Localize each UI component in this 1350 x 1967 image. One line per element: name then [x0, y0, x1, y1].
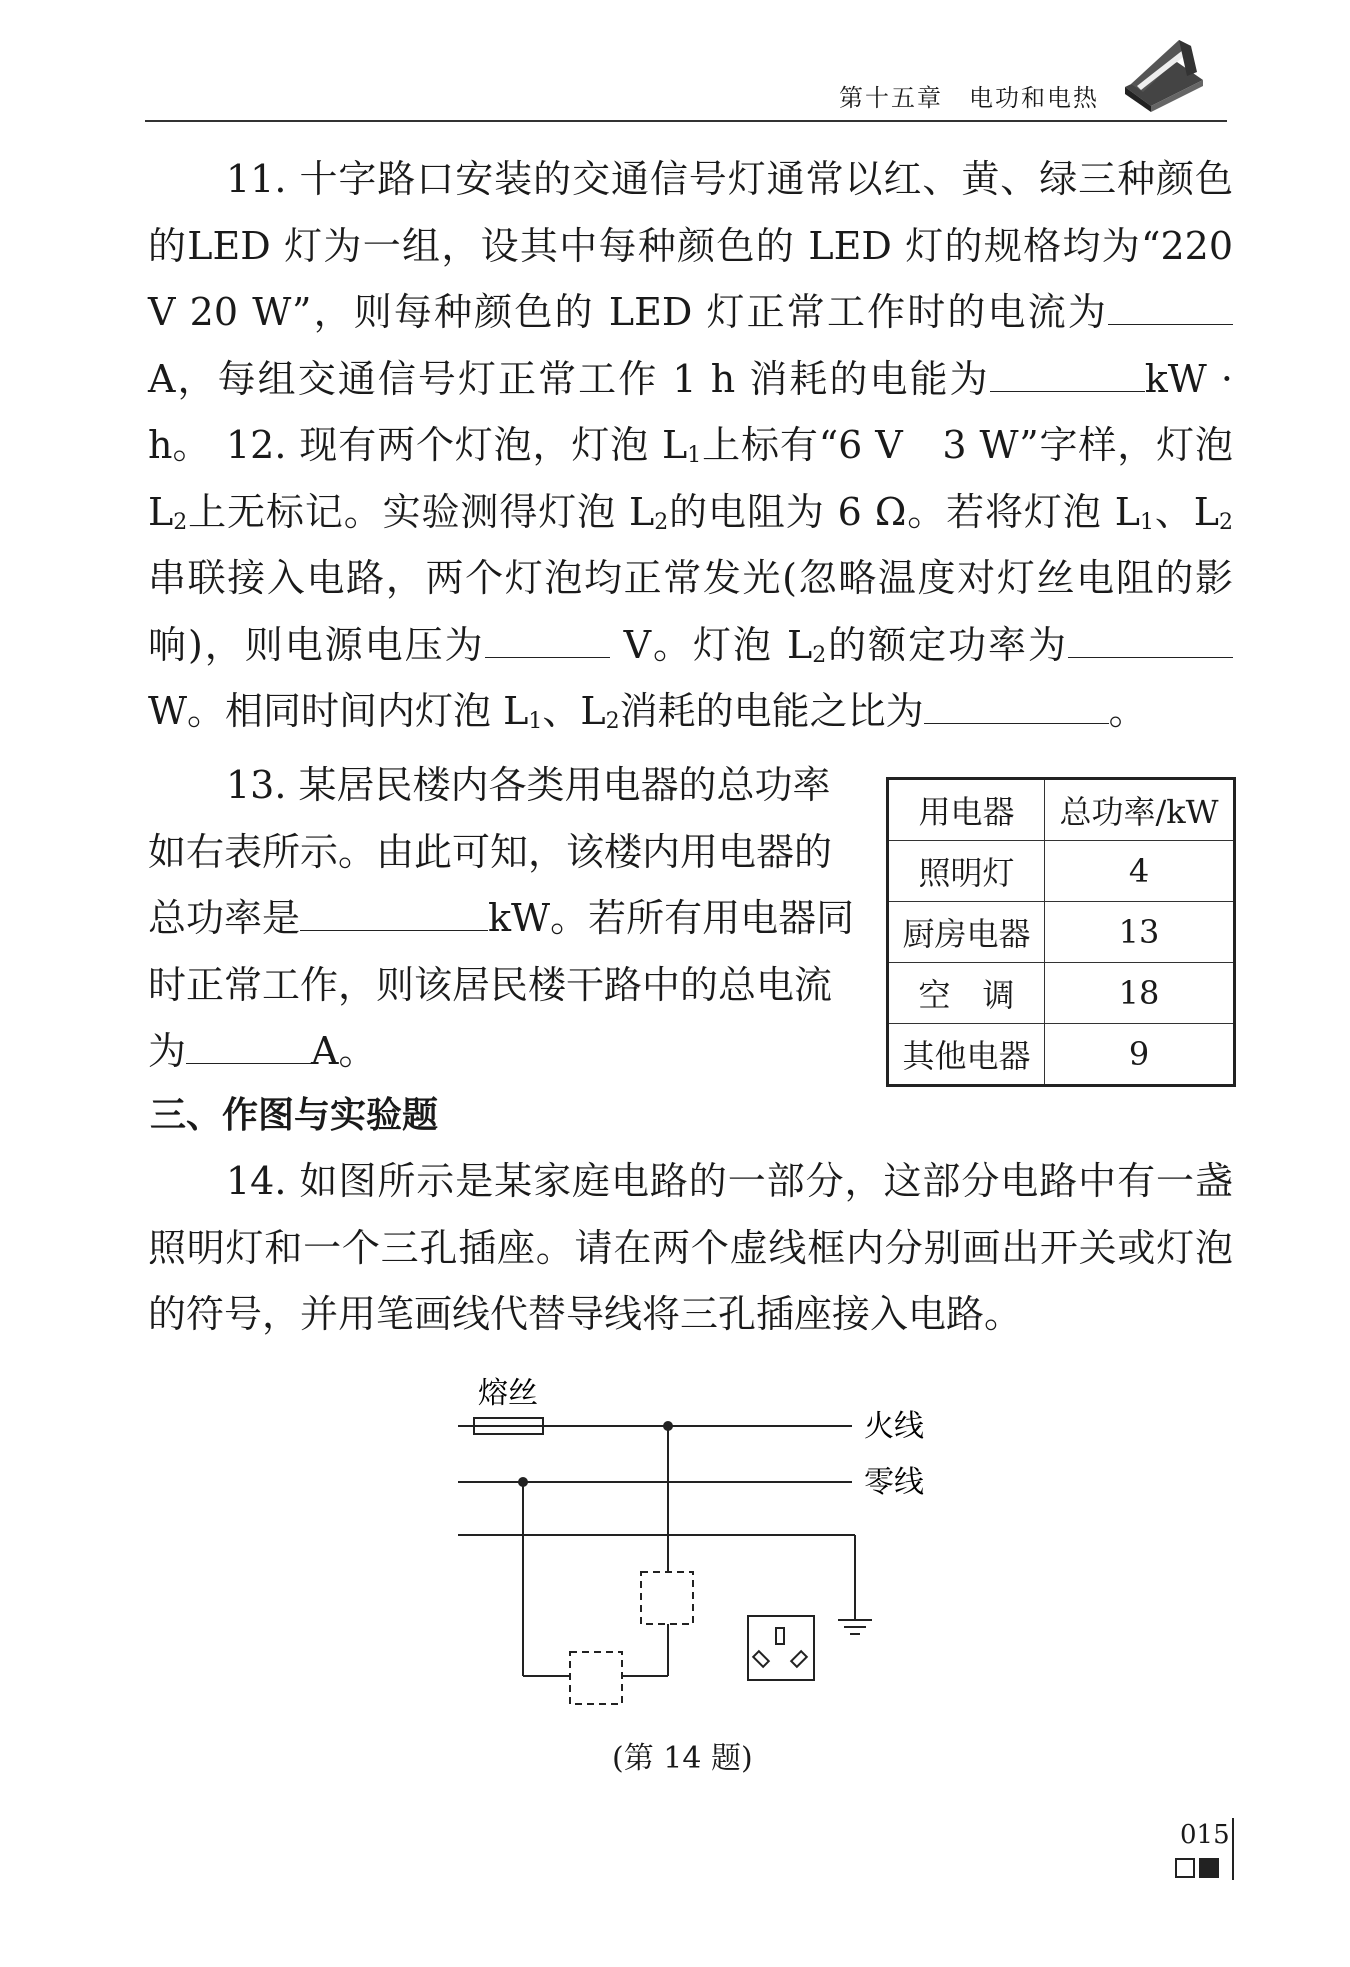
q12-number: 12. [226, 423, 287, 467]
dashed-box-lower [570, 1652, 622, 1704]
table-row [888, 902, 1235, 963]
table-cell-appliance: 空 调 [888, 963, 1045, 1024]
q13-unit-1: kW。若所有用电器同时正常工作，则该居民楼干路中的总电流为 [148, 896, 855, 1073]
junction-dot-live [663, 1421, 673, 1431]
chapter-title: 第十五章 电功和电热 [839, 84, 1099, 112]
table-cell-appliance: 其他电器 [888, 1024, 1045, 1086]
q12-text-9: W。相同时间内灯泡 L [148, 689, 529, 733]
question-13 [148, 752, 858, 1085]
power-table [886, 777, 1236, 1087]
q12-text-10: 、L [542, 689, 606, 733]
table-row [888, 841, 1235, 902]
q12-text-12: 。 [1108, 689, 1147, 733]
question-12 [148, 412, 1233, 745]
question-14 [148, 1148, 1233, 1348]
q11-unit-1: A， [148, 356, 218, 401]
q14-number: 14. [226, 1159, 287, 1203]
table-row [888, 963, 1235, 1024]
table-header-power: 总功率/kW [1045, 779, 1235, 841]
figure-caption: (第 14 题) [612, 1741, 753, 1776]
empty-square-icon [1175, 1858, 1195, 1878]
page-number: 015 [1180, 1820, 1230, 1850]
junction-dot-neutral [518, 1477, 528, 1487]
table-cell-power: 9 [1045, 1024, 1235, 1086]
q13-unit-2: A。 [311, 1029, 377, 1073]
q12-sub-7: 2 [812, 642, 827, 668]
dashed-box-upper [641, 1572, 693, 1624]
socket-hole-right [791, 1651, 807, 1667]
q12-text-6: 串联接入电路，两个灯泡均正常发光(忽略温度对灯丝电阻的影响)，则电源电压为 [148, 556, 1233, 667]
q12-text-8: 的额定功率为 [826, 622, 1068, 667]
filled-square-icon [1199, 1858, 1219, 1878]
table-row [888, 1024, 1235, 1086]
q12-blank-ratio[interactable] [924, 689, 1109, 724]
footer-marks [1175, 1858, 1223, 1878]
socket-hole-top [776, 1628, 784, 1644]
circuit-diagram [440, 1372, 960, 1722]
live-label: 火线 [864, 1409, 924, 1444]
q12-text-11: 消耗的电能之比为 [619, 689, 924, 733]
q12-sub-5: 2 [1218, 509, 1233, 535]
table-header-row [888, 779, 1235, 841]
q13-blank-total-power[interactable] [300, 896, 488, 931]
table-cell-power: 18 [1045, 963, 1235, 1024]
socket-hole-left [753, 1651, 769, 1667]
footer-divider [1232, 1818, 1234, 1880]
q12-sub-1: 1 [687, 443, 702, 468]
table-cell-appliance: 厨房电器 [888, 902, 1045, 963]
q12-sub-3: 2 [654, 509, 669, 535]
neutral-label: 零线 [864, 1465, 924, 1500]
section-title: 三、作图与实验题 [150, 1095, 439, 1136]
book-icon [1117, 32, 1209, 114]
q12-text-4: 的电阻为 6 Ω。若将灯泡 L [668, 489, 1140, 534]
q12-sub-9: 1 [528, 709, 543, 734]
q13-blank-current[interactable] [186, 1029, 311, 1064]
q12-sub-10: 2 [605, 709, 620, 734]
q14-text: 如图所示是某家庭电路的一部分，这部分电路中有一盏照明灯和一个三孔插座。请在两个虚线框内分别画出开关或灯泡的符号，并用笔画线代替导线将三孔插座接入电路。 [148, 1159, 1233, 1336]
q11-text-2: 每组交通信号灯正常工作 1 h 消耗的电能为 [217, 356, 990, 401]
q13-text-1: 某居民楼内各类用电器的总功率如右表所示。由此可知，该楼内用电器的总功率是 [148, 763, 833, 940]
q12-sub-2: 2 [173, 509, 188, 535]
q12-text-1: 现有两个灯泡，灯泡 L [299, 423, 688, 467]
table-cell-power: 13 [1045, 902, 1235, 963]
q12-blank-power[interactable] [1068, 623, 1233, 658]
q11-unit-2: kW · h。 [148, 356, 1234, 467]
q12-text-7: V。灯泡 L [623, 622, 813, 667]
q12-sub-4: 1 [1139, 509, 1154, 535]
socket-symbol [748, 1616, 814, 1680]
page-header [145, 72, 1227, 122]
q12-text-2: 上标有“6 V 3 W”字样，灯泡 L [148, 423, 1233, 534]
table-cell-appliance: 照明灯 [888, 841, 1045, 902]
q12-text-3: 上无标记。实验测得灯泡 L [187, 489, 655, 534]
q13-number: 13. [226, 763, 287, 807]
q12-blank-voltage[interactable] [485, 623, 610, 658]
q11-text-1: 十字路口安装的交通信号灯通常以红、黄、绿三种颜色的LED 灯为一组，设其中每种颜色的 LED 灯的规格均为“220 V 20 W”，则每种颜色的 LED 灯正常工作时的电流为 [148, 157, 1233, 334]
q11-number: 11. [226, 157, 287, 201]
table-cell-power: 4 [1045, 841, 1235, 902]
q12-text-5: 、L [1153, 489, 1219, 534]
q11-blank-current[interactable] [1108, 290, 1233, 325]
table-header-appliance: 用电器 [888, 779, 1045, 841]
fuse-label: 熔丝 [478, 1376, 538, 1411]
q11-blank-energy[interactable] [990, 357, 1145, 392]
